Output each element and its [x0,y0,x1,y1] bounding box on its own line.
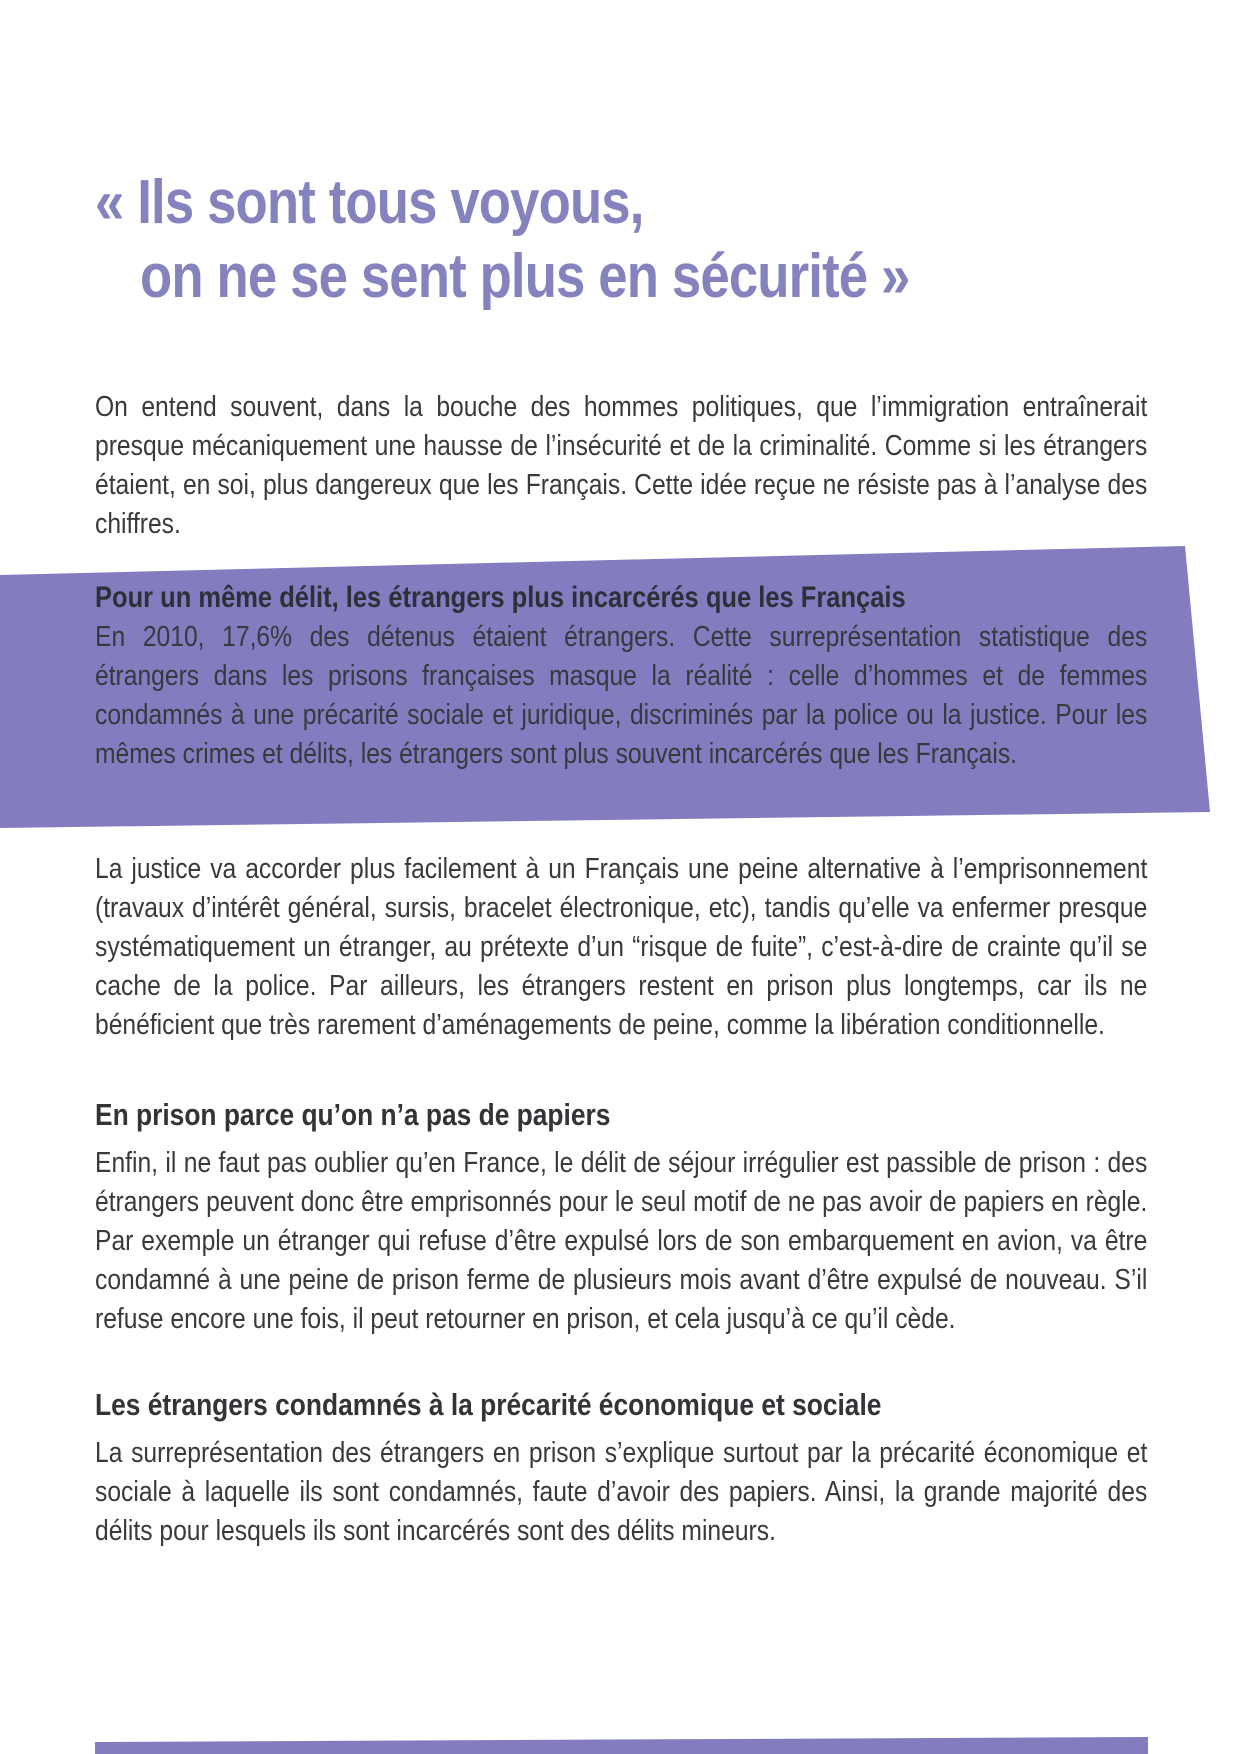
highlight-box-heading: Pour un même délit, les étrangers plus incarcérés que les Français [95,581,906,614]
section-papers-heading: En prison parce qu’on n’a pas de papiers [95,1097,611,1132]
page-title-line-2: on ne se sent plus en sécurité » [140,242,910,311]
page-title-line-1: « Ils sont tous voyous, [95,168,644,237]
section-precarite [95,1384,1147,1551]
highlight-box [95,578,1147,774]
section-precarite-heading: Les étrangers condamnés à la précarité économique et sociale [95,1387,882,1422]
page-title [95,166,1147,314]
justice-paragraph: La justice va accorder plus facilement à un Français une peine alternative à l’emprisonnement (travaux d’intérêt général, sursis, bracelet électronique, etc), tandis qu’elle va enfermer presque systématiquement un étranger, au prétexte d’un “risque de fuite”, c’est-à-dire de crainte qu’il se cache de la police. Par ailleurs, les étrangers restent en prison plus longtemps, car ils ne bénéficient que très rarement d’aménagements de peine, comme la libération conditionnelle. [95,853,1148,1041]
section-papers [95,1094,1147,1339]
section-papers-text: Enfin, il ne faut pas oublier qu’en France, le délit de séjour irrégulier est passible de prison : des étrangers peuvent donc être emprisonnés pour le seul motif de ne pas avoir de papiers en règle. Par exemple un étranger qui refuse d’être expulsé lors de son embarquement en avion, va être condamné à une peine de prison ferme de plusieurs mois avant d’être expulsé de nouveau. S’il refuse encore une fois, il peut retourner en prison, et cela jusqu’à ce qu’il cède. [95,1147,1148,1335]
section-precarite-text: La surreprésentation des étrangers en prison s’explique surtout par la précarité économique et sociale à laquelle ils sont condamnés, faute d’avoir des papiers. Ainsi, la grande majorité des délits pour lesquels ils sont incarcérés sont des délits mineurs. [95,1437,1148,1547]
intro-paragraph: On entend souvent, dans la bouche des hommes politiques, que l’immigration entraînerait presque mécaniquement une hausse de l’insécurité et de la criminalité. Comme si les étrangers étaient, en soi, plus dangereux que les Français. Cette idée reçue ne résiste pas à l’analyse des chiffres. [95,391,1148,540]
highlight-box-text: En 2010, 17,6% des détenus étaient étrangers. Cette surreprésentation statistique des étrangers dans les prisons françaises masque la réalité : celle d’hommes et de femmes condamnés à une précarité sociale et juridique, discriminés par la police ou la justice. Pour les mêmes crimes et délits, les étrangers sont plus souvent incarcérés que les Français. [95,621,1148,770]
